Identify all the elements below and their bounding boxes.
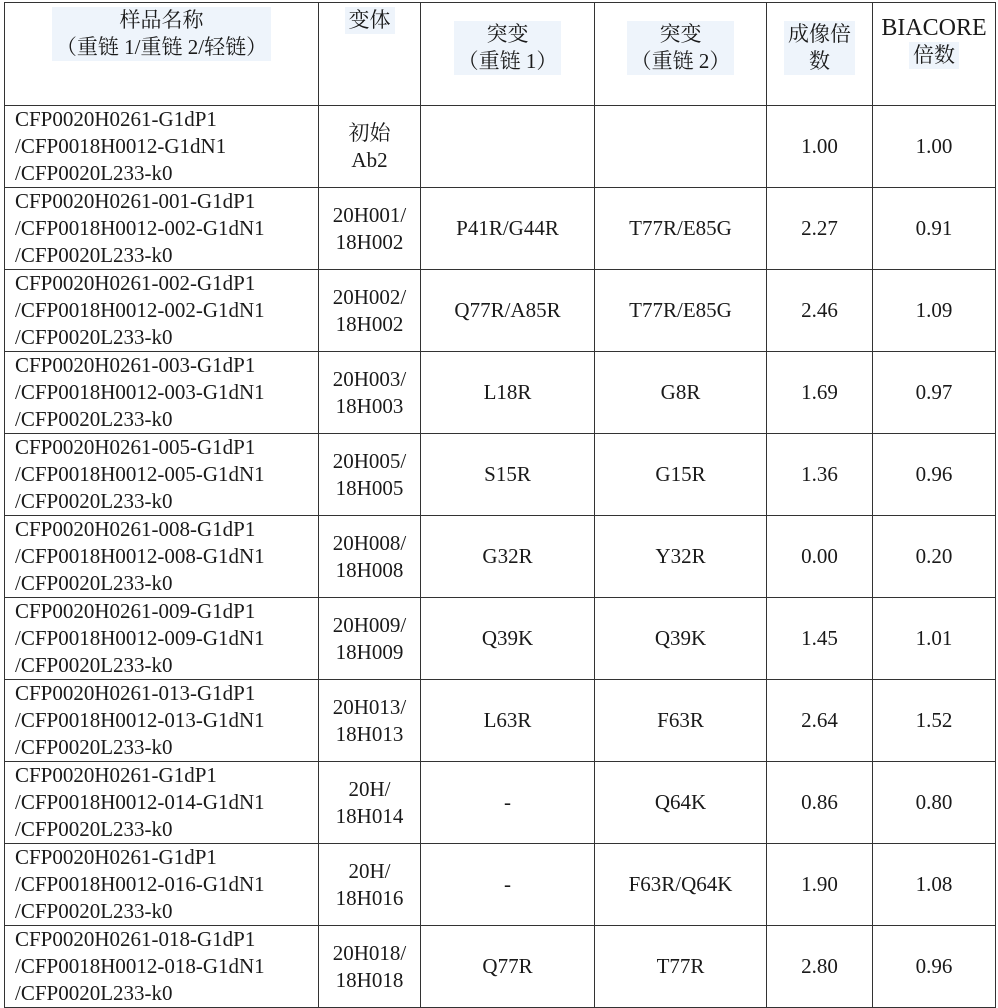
- table-row: [5, 270, 996, 352]
- variant-line: 20H001/: [319, 202, 420, 229]
- variant-cell: [319, 926, 421, 1008]
- variant-line: 20H002/: [319, 284, 420, 311]
- sample-name-cell: [5, 844, 319, 926]
- header-imaging-fold: [767, 3, 873, 106]
- mutation-heavy2-cell: F63R/Q64K: [595, 844, 767, 926]
- mutation-heavy1-cell: Q77R: [421, 926, 595, 1008]
- table-row: [5, 844, 996, 926]
- biacore-fold-cell: 0.96: [873, 926, 996, 1008]
- imaging-fold-cell: 0.86: [767, 762, 873, 844]
- mutation-heavy1-cell: [421, 106, 595, 188]
- sample-name-line: CFP0020H0261-001-G1dP1: [15, 188, 318, 215]
- variant-cell: [319, 270, 421, 352]
- variant-line: 20H003/: [319, 366, 420, 393]
- variant-line: 18H009: [319, 639, 420, 666]
- sample-name-line: CFP0020H0261-G1dP1: [15, 106, 318, 133]
- mutation-heavy1-cell: Q39K: [421, 598, 595, 680]
- imaging-fold-cell: 0.00: [767, 516, 873, 598]
- variant-line: 20H/: [319, 776, 420, 803]
- header-text: 成像倍: [788, 21, 851, 48]
- table-row: [5, 926, 996, 1008]
- biacore-fold-cell: 1.09: [873, 270, 996, 352]
- table-row: [5, 106, 996, 188]
- sample-name-line: /CFP0020L233-k0: [15, 652, 318, 679]
- variant-line: 20H018/: [319, 940, 420, 967]
- variant-line: 18H002: [319, 311, 420, 338]
- sample-name-cell: [5, 106, 319, 188]
- variant-line: 20H008/: [319, 530, 420, 557]
- sample-name-line: /CFP0020L233-k0: [15, 816, 318, 843]
- header-variant: [319, 3, 421, 106]
- sample-name-line: CFP0020H0261-003-G1dP1: [15, 352, 318, 379]
- sample-name-line: CFP0020H0261-009-G1dP1: [15, 598, 318, 625]
- variant-line: 18H002: [319, 229, 420, 256]
- mutation-heavy1-cell: G32R: [421, 516, 595, 598]
- variant-cell: [319, 434, 421, 516]
- mutation-heavy2-cell: Y32R: [595, 516, 767, 598]
- variant-cell: [319, 188, 421, 270]
- mutation-heavy2-cell: Q39K: [595, 598, 767, 680]
- variant-line: 18H008: [319, 557, 420, 584]
- header-row: [5, 3, 996, 106]
- biacore-fold-cell: 1.01: [873, 598, 996, 680]
- variant-line: 18H018: [319, 967, 420, 994]
- sample-name-line: /CFP0020L233-k0: [15, 898, 318, 925]
- header-text: （重链 2）: [631, 48, 731, 75]
- imaging-fold-cell: 2.64: [767, 680, 873, 762]
- variant-line: 20H005/: [319, 448, 420, 475]
- sample-name-line: /CFP0018H0012-005-G1dN1: [15, 461, 318, 488]
- biacore-fold-cell: 0.20: [873, 516, 996, 598]
- header-text: 突变: [631, 21, 731, 48]
- sample-name-line: /CFP0018H0012-018-G1dN1: [15, 953, 318, 980]
- table-row: [5, 434, 996, 516]
- biacore-fold-cell: 1.08: [873, 844, 996, 926]
- variant-line: 20H/: [319, 858, 420, 885]
- header-mutation-heavy1: [421, 3, 595, 106]
- sample-name-line: CFP0020H0261-008-G1dP1: [15, 516, 318, 543]
- variant-line: 初始: [319, 120, 420, 147]
- variant-line: 18H013: [319, 721, 420, 748]
- header-text: 变体: [345, 7, 395, 34]
- sample-name-cell: [5, 352, 319, 434]
- imaging-fold-cell: 1.69: [767, 352, 873, 434]
- biacore-fold-cell: 0.96: [873, 434, 996, 516]
- mutation-heavy2-cell: Q64K: [595, 762, 767, 844]
- variant-line: 18H005: [319, 475, 420, 502]
- variant-line: 20H009/: [319, 612, 420, 639]
- sample-name-line: /CFP0020L233-k0: [15, 242, 318, 269]
- variant-line: 18H014: [319, 803, 420, 830]
- biacore-fold-cell: 1.52: [873, 680, 996, 762]
- sample-name-line: /CFP0018H0012-002-G1dN1: [15, 297, 318, 324]
- sample-name-cell: [5, 188, 319, 270]
- header-biacore-fold: [873, 3, 996, 106]
- sample-name-cell: [5, 434, 319, 516]
- mutation-heavy2-cell: F63R: [595, 680, 767, 762]
- variant-line: 18H016: [319, 885, 420, 912]
- imaging-fold-cell: 1.90: [767, 844, 873, 926]
- sample-name-line: CFP0020H0261-G1dP1: [15, 762, 318, 789]
- sample-name-line: /CFP0020L233-k0: [15, 570, 318, 597]
- sample-name-line: /CFP0020L233-k0: [15, 324, 318, 351]
- header-text: （重链 1/重链 2/轻链）: [56, 34, 267, 61]
- table-row: [5, 188, 996, 270]
- sample-name-line: /CFP0018H0012-013-G1dN1: [15, 707, 318, 734]
- mutation-heavy1-cell: P41R/G44R: [421, 188, 595, 270]
- imaging-fold-cell: 2.80: [767, 926, 873, 1008]
- sample-name-line: /CFP0018H0012-G1dN1: [15, 133, 318, 160]
- sample-name-line: CFP0020H0261-013-G1dP1: [15, 680, 318, 707]
- sample-name-line: CFP0020H0261-005-G1dP1: [15, 434, 318, 461]
- sample-name-line: /CFP0020L233-k0: [15, 406, 318, 433]
- mutation-heavy1-cell: Q77R/A85R: [421, 270, 595, 352]
- results-table: [4, 2, 996, 1008]
- mutation-heavy1-cell: -: [421, 762, 595, 844]
- table-row: [5, 598, 996, 680]
- sample-name-cell: [5, 270, 319, 352]
- sample-name-line: CFP0020H0261-002-G1dP1: [15, 270, 318, 297]
- mutation-heavy2-cell: T77R: [595, 926, 767, 1008]
- sample-name-line: /CFP0018H0012-008-G1dN1: [15, 543, 318, 570]
- mutation-heavy1-cell: S15R: [421, 434, 595, 516]
- sample-name-line: /CFP0018H0012-009-G1dN1: [15, 625, 318, 652]
- header-text: 突变: [458, 21, 558, 48]
- sample-name-line: /CFP0020L233-k0: [15, 980, 318, 1007]
- variant-cell: [319, 844, 421, 926]
- imaging-fold-cell: 1.45: [767, 598, 873, 680]
- variant-cell: [319, 516, 421, 598]
- imaging-fold-cell: 2.27: [767, 188, 873, 270]
- table-row: [5, 762, 996, 844]
- variant-cell: [319, 680, 421, 762]
- variant-line: Ab2: [319, 147, 420, 174]
- sample-name-line: /CFP0018H0012-003-G1dN1: [15, 379, 318, 406]
- mutation-heavy2-cell: [595, 106, 767, 188]
- sample-name-line: /CFP0020L233-k0: [15, 488, 318, 515]
- mutation-heavy2-cell: G8R: [595, 352, 767, 434]
- variant-line: 18H003: [319, 393, 420, 420]
- sample-name-cell: [5, 598, 319, 680]
- variant-cell: [319, 352, 421, 434]
- header-text: BIACORE: [873, 15, 995, 42]
- variant-cell: [319, 106, 421, 188]
- header-text: （重链 1）: [458, 48, 558, 75]
- table-row: [5, 352, 996, 434]
- header-text: 数: [788, 48, 851, 75]
- biacore-fold-cell: 0.91: [873, 188, 996, 270]
- mutation-heavy2-cell: G15R: [595, 434, 767, 516]
- header-text: 样品名称: [56, 7, 267, 34]
- sample-name-line: /CFP0018H0012-016-G1dN1: [15, 871, 318, 898]
- header-sample-name: [5, 3, 319, 106]
- mutation-heavy1-cell: L18R: [421, 352, 595, 434]
- mutation-heavy2-cell: T77R/E85G: [595, 270, 767, 352]
- sample-name-line: CFP0020H0261-018-G1dP1: [15, 926, 318, 953]
- variant-cell: [319, 598, 421, 680]
- sample-name-cell: [5, 680, 319, 762]
- mutation-heavy1-cell: L63R: [421, 680, 595, 762]
- imaging-fold-cell: 1.00: [767, 106, 873, 188]
- sample-name-line: /CFP0018H0012-002-G1dN1: [15, 215, 318, 242]
- table-row: [5, 680, 996, 762]
- table-row: [5, 516, 996, 598]
- sample-name-line: /CFP0020L233-k0: [15, 734, 318, 761]
- sample-name-cell: [5, 516, 319, 598]
- biacore-fold-cell: 0.80: [873, 762, 996, 844]
- mutation-heavy2-cell: T77R/E85G: [595, 188, 767, 270]
- sample-name-line: CFP0020H0261-G1dP1: [15, 844, 318, 871]
- biacore-fold-cell: 0.97: [873, 352, 996, 434]
- biacore-fold-cell: 1.00: [873, 106, 996, 188]
- header-text: 倍数: [909, 42, 959, 69]
- header-mutation-heavy2: [595, 3, 767, 106]
- sample-name-line: /CFP0018H0012-014-G1dN1: [15, 789, 318, 816]
- variant-line: 20H013/: [319, 694, 420, 721]
- imaging-fold-cell: 2.46: [767, 270, 873, 352]
- sample-name-line: /CFP0020L233-k0: [15, 160, 318, 187]
- mutation-heavy1-cell: -: [421, 844, 595, 926]
- sample-name-cell: [5, 762, 319, 844]
- sample-name-cell: [5, 926, 319, 1008]
- variant-cell: [319, 762, 421, 844]
- imaging-fold-cell: 1.36: [767, 434, 873, 516]
